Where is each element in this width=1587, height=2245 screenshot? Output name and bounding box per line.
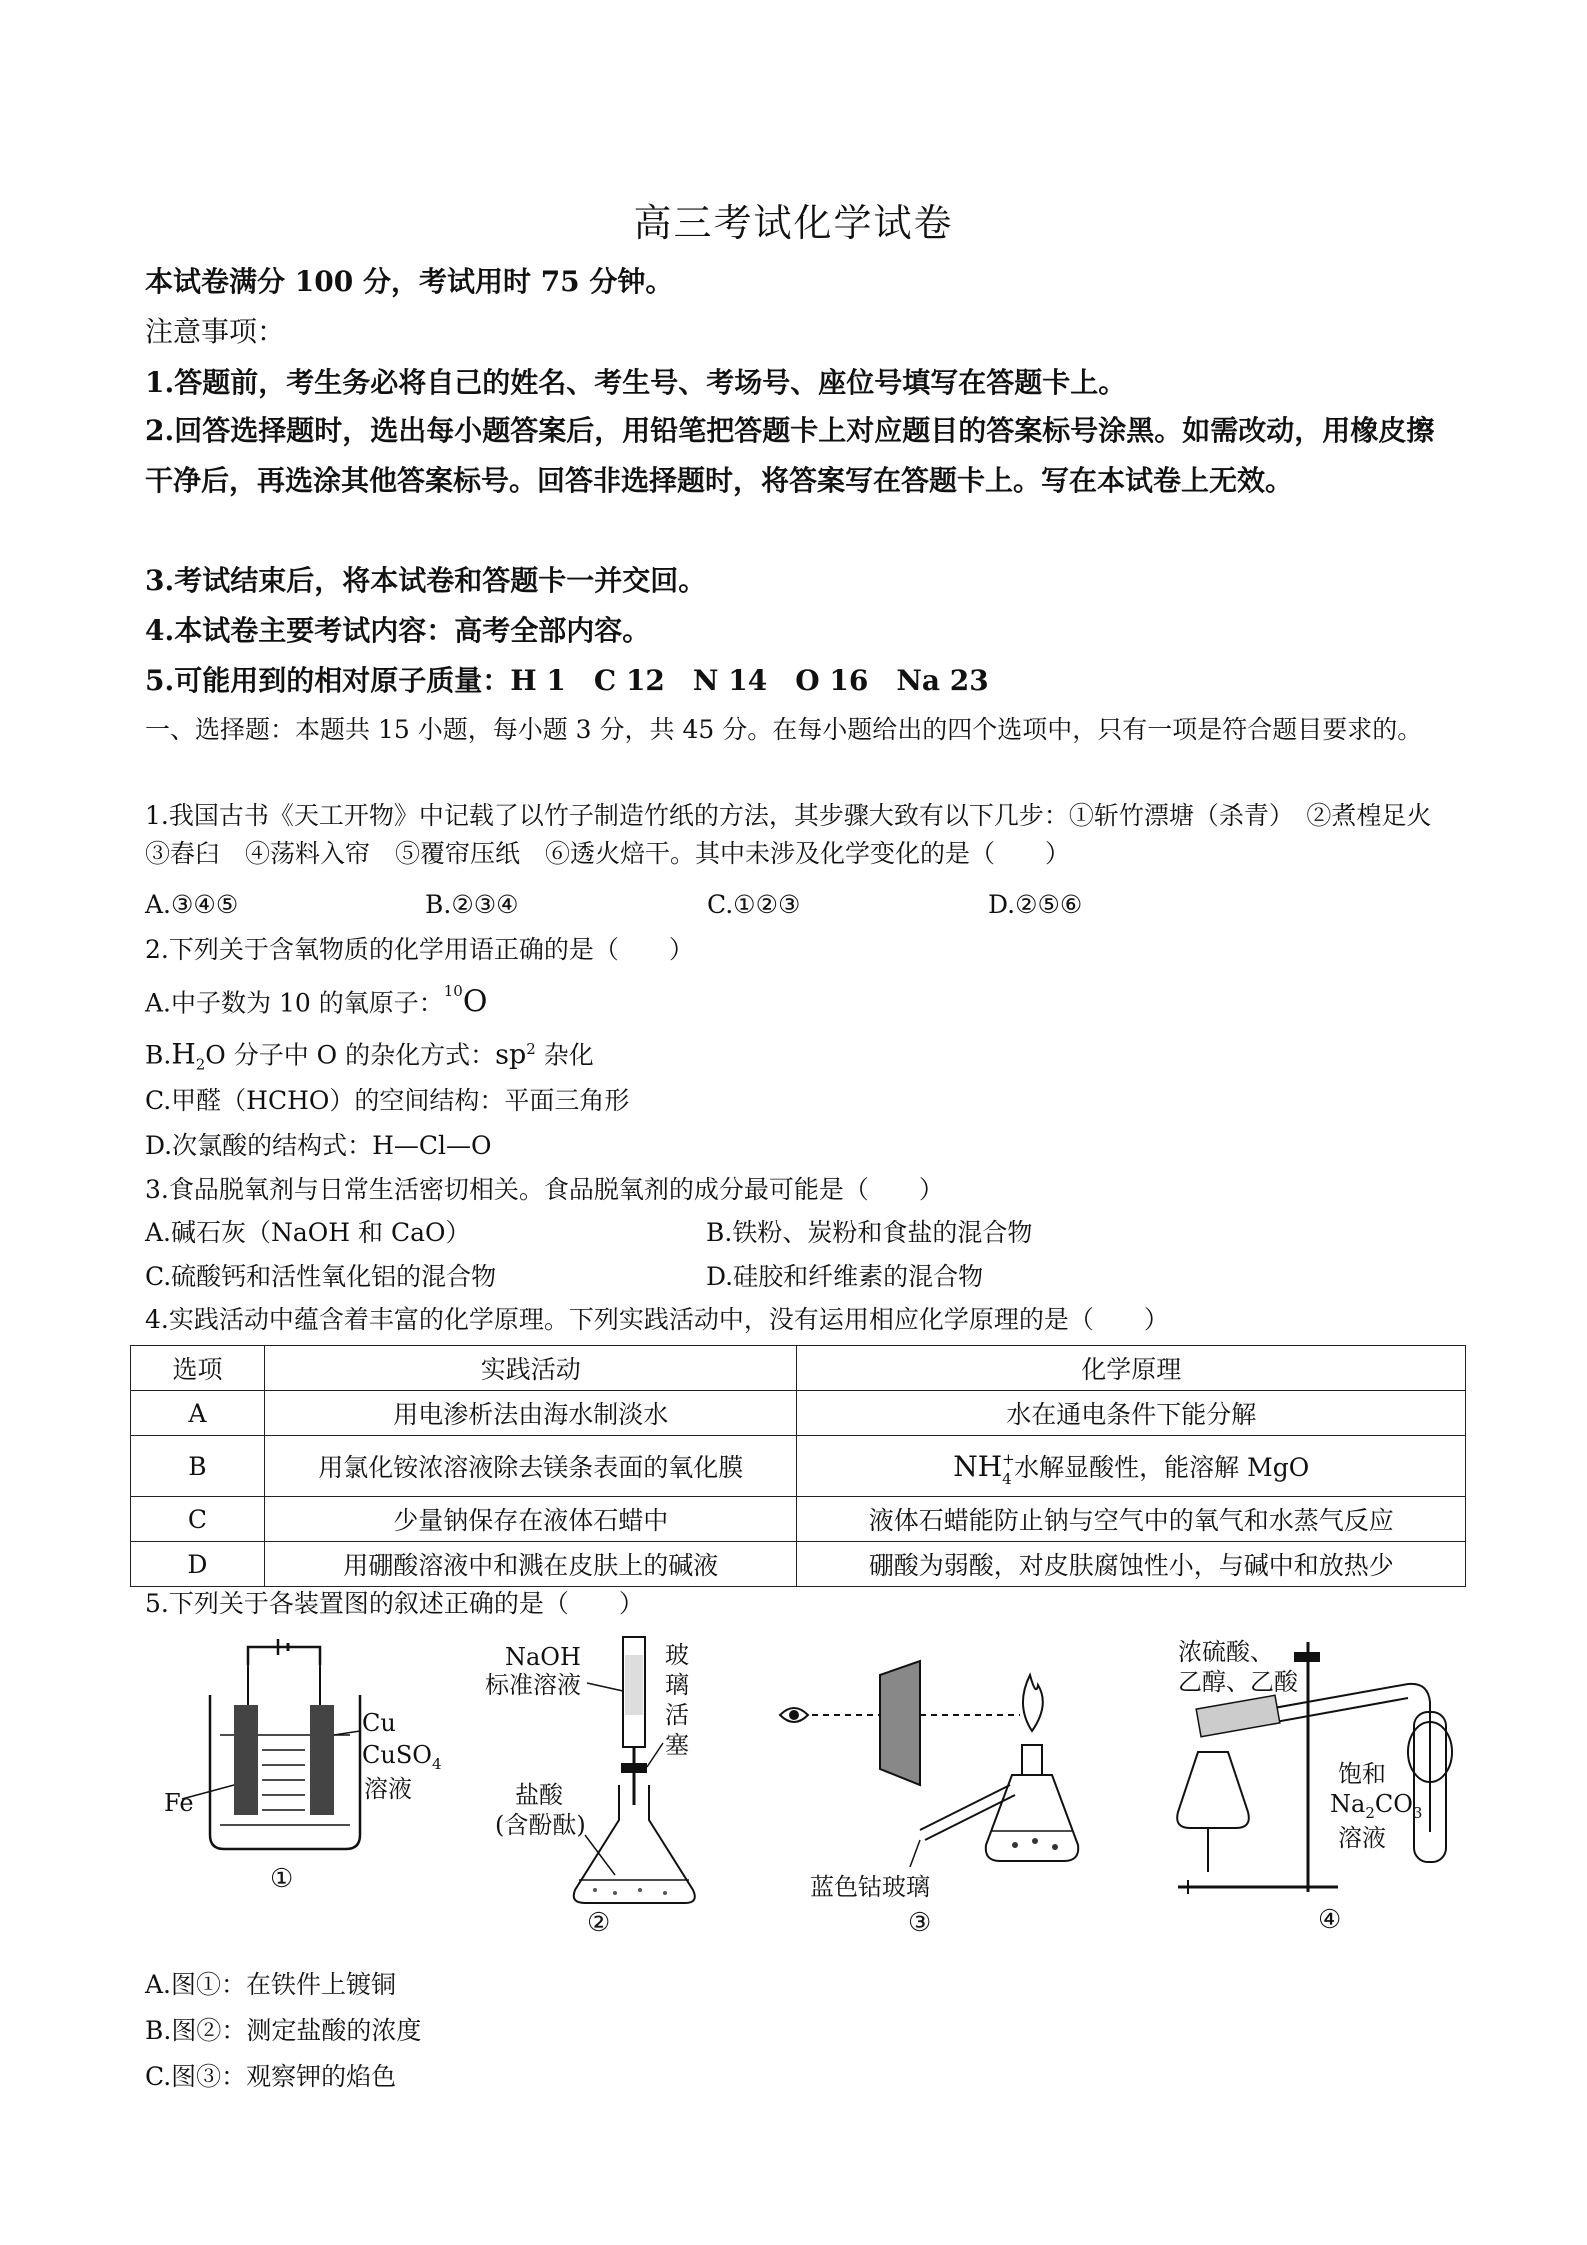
q5-option-a: A.图①：在铁件上镀铜 [145, 1970, 397, 1999]
glass-label-3: 活 [665, 1701, 689, 1729]
cobalt-glass-label: 蓝色钴玻璃 [810, 1873, 930, 1901]
cuso4-label [362, 1741, 441, 1773]
q2-option-d: D.次氯酸的结构式：H—Cl—O [145, 1131, 492, 1160]
question-2-stem: 2.下列关于含氧物质的化学用语正确的是（ ） [145, 935, 694, 964]
table-row [131, 1497, 1466, 1542]
exam-intro: 本试卷满分 100 分，考试用时 75 分钟。 [145, 265, 674, 298]
q1-option-c: C.①②③ [707, 890, 801, 919]
page-title: 高三考试化学试卷 [633, 201, 954, 245]
note-item: 5.可能用到的相对原子质量：H 1 C 12 N 14 O 16 Na 23 [145, 664, 989, 697]
note-item: 1.答题前，考生务必将自己的姓名、考生号、考场号、座位号填写在答题卡上。 [145, 366, 1127, 399]
co3-subscript: 3 [1412, 1804, 1423, 1822]
sp-label: sp [495, 1039, 527, 1071]
table-cell: 水在通电条件下能分解 [797, 1391, 1466, 1436]
question-1-stem: 1.我国古书《天工开物》中记载了以竹子制造竹纸的方法，其步骤大致有以下几步：①斩竹漂塘（杀青） ②煮楻足火 ③舂臼 ④荡料入帘 ⑤覆帘压纸 ⑥透火焙干。其中未涉及化学变化的是（ ） [145, 801, 1457, 868]
phenolphthalein-label: (含酚酞) [495, 1811, 586, 1839]
question-4-stem: 4.实践活动中蕴含着丰富的化学原理。下列实践活动中，没有运用相应化学原理的是（ ） [145, 1305, 1169, 1334]
figure-3-flame-test [760, 1635, 1090, 1935]
section-heading: 一、选择题：本题共 15 小题，每小题 3 分，共 45 分。在每小题给出的四个选项中，只有一项是符合题目要求的。 [145, 715, 1423, 744]
na2co3-label [1330, 1790, 1422, 1822]
table-cell: 用氯化铵浓溶液除去镁条表面的氧化膜 [264, 1436, 797, 1497]
q2-option-b-text: O 分子中 O 的杂化方式： [205, 1040, 496, 1070]
figure-2-titration [475, 1635, 715, 1935]
titration-diagram [475, 1635, 715, 1935]
table-header-cell: 实践活动 [264, 1346, 797, 1391]
table-cell [797, 1436, 1466, 1497]
glass-label-2: 璃 [665, 1671, 689, 1699]
oxygen-symbol: O [462, 984, 488, 1020]
q2-option-a-text: A.中子数为 10 的氧原子： [145, 988, 444, 1018]
sp-superscript: 2 [526, 1040, 536, 1058]
q1-option-a: A.③④⑤ [145, 890, 239, 919]
mass-number: 10 [443, 982, 463, 1000]
conc-sulfuric-label: 浓硫酸、 [1178, 1638, 1274, 1666]
figure-number-2: ② [587, 1908, 611, 1935]
note-item: 3.考试结束后，将本试卷和答题卡一并交回。 [145, 564, 707, 597]
electroplating-diagram [150, 1635, 450, 1905]
q2-option-a [145, 979, 487, 1021]
esterification-diagram [1168, 1632, 1468, 1932]
q3-option-d: D.硅胶和纤维素的混合物 [706, 1262, 984, 1291]
hydrogen-symbol: H [171, 1037, 196, 1071]
q2-option-b-letter: B. [145, 1040, 172, 1070]
table-cell: B [131, 1436, 265, 1497]
q3-option-c: C.硫酸钙和活性氧化铝的混合物 [145, 1262, 497, 1291]
ammonium-sub: 4 [1002, 1469, 1012, 1488]
q1-option-b: B.②③④ [425, 890, 519, 919]
glass-label-1: 玻 [665, 1641, 689, 1669]
note-item: 4.本试卷主要考试内容：高考全部内容。 [145, 614, 651, 647]
table-cell: A [131, 1391, 265, 1436]
figure-number-4: ④ [1318, 1905, 1342, 1932]
q2-option-b-tail: 杂化 [535, 1040, 594, 1070]
q1-option-d: D.②⑤⑥ [988, 890, 1083, 919]
cuso4-formula: CuSO [362, 1741, 432, 1769]
ammonium-charge [1002, 1449, 1015, 1488]
na-symbol: Na [1330, 1790, 1366, 1818]
na-subscript: 2 [1365, 1804, 1375, 1822]
q5-option-b: B.图②：测定盐酸的浓度 [145, 2016, 422, 2045]
glass-label-4: 塞 [665, 1731, 689, 1759]
table-cell: C [131, 1497, 265, 1542]
table-cell: 液体石蜡能防止钠与空气中的氧气和水蒸气反应 [797, 1497, 1466, 1542]
table-row [131, 1436, 1466, 1497]
co-symbol: CO [1374, 1790, 1413, 1818]
ammonium-sup: + [1002, 1449, 1015, 1468]
table-header-cell: 化学原理 [797, 1346, 1466, 1391]
q3-option-a: A.碱石灰（NaOH 和 CaO） [145, 1218, 471, 1247]
figure-4-esterification [1168, 1632, 1468, 1932]
table-row [131, 1391, 1466, 1436]
cuso4-subscript: 4 [431, 1755, 442, 1773]
ethanol-acetic-label: 乙醇、乙酸 [1178, 1668, 1298, 1696]
solution-label-4: 溶液 [1338, 1824, 1386, 1852]
hcl-label: 盐酸 [515, 1781, 563, 1809]
standard-solution-label: 标准溶液 [485, 1671, 581, 1699]
figure-1-electroplating [150, 1635, 450, 1905]
table-cell: 用硼酸溶液中和溅在皮肤上的碱液 [264, 1542, 797, 1587]
q2-option-b [145, 1031, 594, 1082]
table-cell: 少量钠保存在液体石蜡中 [264, 1497, 797, 1542]
table-cell: 硼酸为弱酸，对皮肤腐蚀性小，与碱中和放热少 [797, 1542, 1466, 1587]
q2-option-c: C.甲醛（HCHO）的空间结构：平面三角形 [145, 1086, 630, 1115]
naoh-label: NaOH [505, 1643, 581, 1671]
flame-test-diagram [760, 1635, 1090, 1935]
cu-label: Cu [362, 1709, 396, 1737]
table-cell-text: 水解显酸性，能溶解 MgO [1014, 1453, 1310, 1482]
ammonium-symbol: NH [953, 1450, 1003, 1483]
solution-label: 溶液 [364, 1775, 412, 1803]
note-item: 2.回答选择题时，选出每小题答案后，用铅笔把答题卡上对应题目的答案标号涂黑。如需改动，用橡皮擦干净后，再选涂其他答案标号。回答非选择题时，将答案写在答题卡上。写在本试卷上无效。 [145, 414, 1435, 497]
table-header-cell: 选项 [131, 1346, 265, 1391]
table-cell: 用电渗析法由海水制淡水 [264, 1391, 797, 1436]
notes-heading: 注意事项： [145, 315, 286, 348]
saturated-label: 饱和 [1338, 1760, 1386, 1788]
fe-label: Fe [164, 1789, 194, 1817]
figure-number-3: ③ [908, 1908, 932, 1935]
figure-number-1: ① [270, 1864, 294, 1894]
table-row [131, 1542, 1466, 1587]
q5-option-c: C.图③：观察钾的焰色 [145, 2062, 397, 2091]
question-3-stem: 3.食品脱氧剂与日常生活密切相关。食品脱氧剂的成分最可能是（ ） [145, 1175, 944, 1204]
question-5-stem: 5.下列关于各装置图的叙述正确的是（ ） [145, 1589, 644, 1618]
h2o-subscript: 2 [195, 1055, 206, 1074]
table-header-row [131, 1346, 1466, 1391]
q4-table [130, 1345, 1466, 1587]
table-cell: D [131, 1542, 265, 1587]
q3-option-b: B.铁粉、炭粉和食盐的混合物 [706, 1218, 1033, 1247]
